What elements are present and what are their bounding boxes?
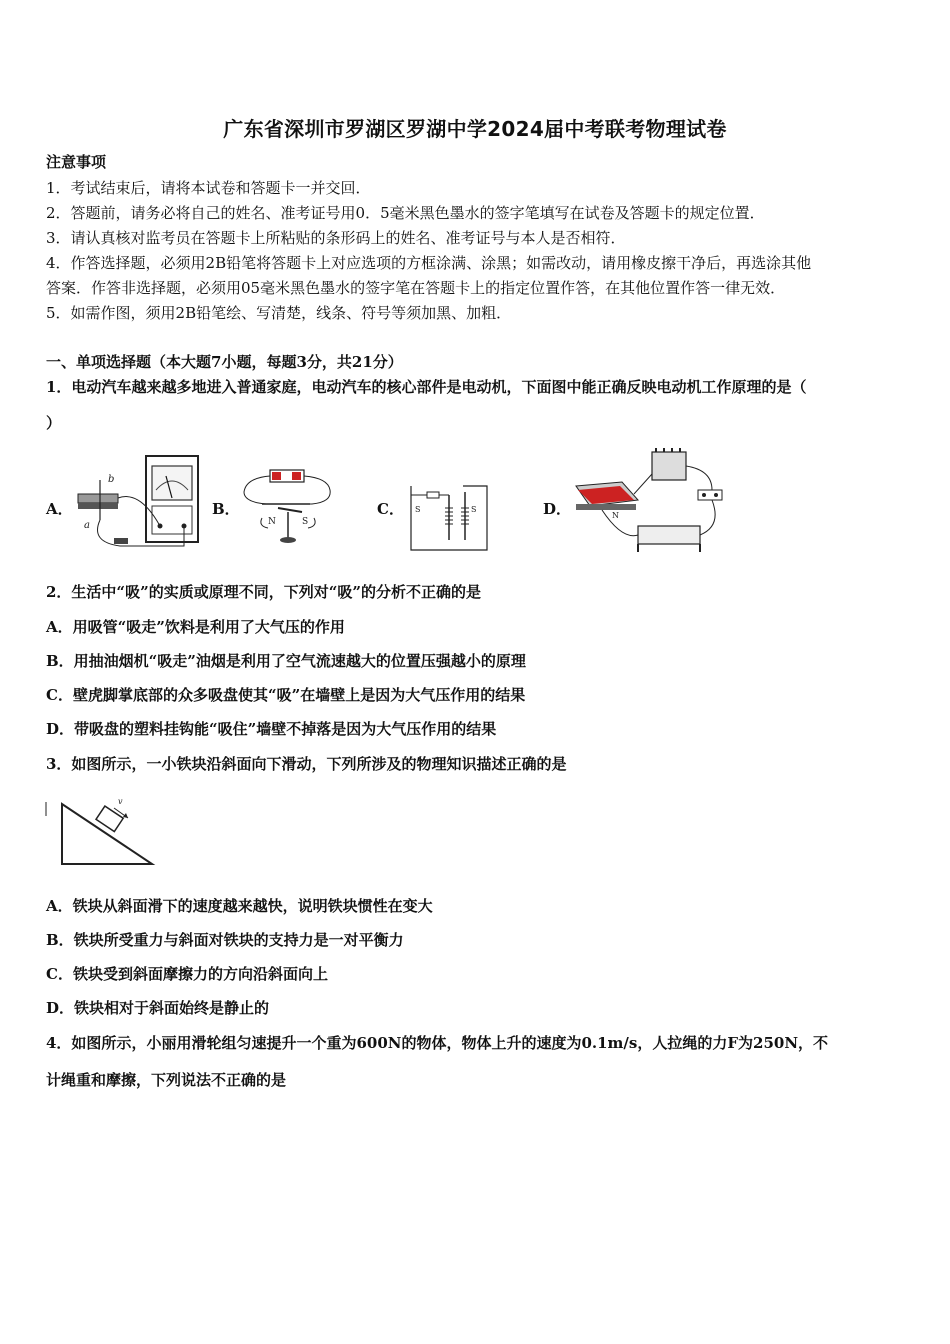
notice-item: 2．答题前，请务必将自己的姓名、准考证号用0．5毫米黑色墨水的签字笔填写在试卷及答题卡的规定位置．: [46, 204, 765, 222]
q3-option-c: C．铁块受到斜面摩擦力的方向沿斜面向上: [46, 965, 328, 983]
q4-stem: 4．如图所示，小丽用滑轮组匀速提升一个重为600N的物体，物体上升的速度为0.1m/s，人拉绳的力F为250N，不: [46, 1034, 829, 1052]
q2-stem: 2．生活中“吸”的实质或原理不同，下列对“吸”的分析不正确的是: [46, 583, 481, 601]
q2-option-b: B．用抽油烟机“吸走”油烟是利用了空气流速越大的位置压强越小的原理: [46, 652, 526, 670]
q1-figure-b-label-n: N: [268, 517, 276, 527]
page-title: 广东省深圳市罗湖区罗湖中学2024届中考联考物理试卷: [223, 117, 727, 141]
q2-option-a: A．用吸管“吸走”饮料是利用了大气压的作用: [46, 618, 345, 636]
q1-option-b-label: B．: [212, 500, 240, 518]
q1-option-a-label: A．: [46, 500, 73, 518]
q4-stem-cont: 计绳重和摩擦，下列说法不正确的是: [46, 1071, 287, 1089]
q3-stem: 3．如图所示，一小铁块沿斜面向下滑动，下列所涉及的物理知识描述正确的是: [46, 755, 567, 773]
q1-figure-d-label-n: N: [612, 511, 619, 520]
q1-figure-c-label-s1: S: [415, 505, 421, 514]
q1-figure-c: [405, 478, 490, 553]
q1-stem-cont: ）: [46, 414, 62, 432]
q1-figure-d: [572, 446, 730, 554]
q3-option-a: A．铁块从斜面滑下的速度越来越快，说明铁块惯性在变大: [46, 897, 433, 915]
q1-figure-b-label-s: S: [302, 517, 309, 527]
q3-figure-incline: [44, 790, 159, 870]
q1-figure-b: [240, 462, 335, 552]
notice-item: 5．如需作图，须用2B铅笔绘、写清楚，线条、符号等须加黑、加粗．: [46, 304, 512, 322]
notice-item: 4．作答选择题，必须用2B铅笔将答题卡上对应选项的方框涂满、涂黑；如需改动，请用橡皮擦干净后，再选涂其他: [46, 254, 812, 272]
notice-item: 1．考试结束后，请将本试卷和答题卡一并交回．: [46, 179, 371, 197]
section-heading: 一、单项选择题（本大题7小题，每题3分，共21分）: [46, 353, 403, 371]
q1-figure-c-label-s2: S: [471, 505, 477, 514]
q1-stem: 1．电动汽车越来越多地进入普通家庭，电动汽车的核心部件是电动机，下面图中能正确反映电动机工作原理的是（: [46, 378, 807, 396]
notice-heading: 注意事项: [46, 153, 107, 171]
q1-figure-a-label-a: a: [84, 520, 90, 531]
q3-figure-label-v: v: [118, 797, 123, 806]
q1-figure-a: [70, 450, 205, 555]
notice-item: 答案．作答非选择题，必须用05毫米黑色墨水的签字笔在答题卡上的指定位置作答，在其他位置作答一律无效．: [46, 279, 786, 297]
q1-option-d-label: D．: [543, 500, 572, 518]
q2-option-d: D．带吸盘的塑料挂钩能“吸住”墙壁不掉落是因为大气压作用的结果: [46, 720, 497, 738]
q1-figure-a-label-b: b: [108, 474, 115, 485]
q2-option-c: C．壁虎脚掌底部的众多吸盘使其“吸”在墙壁上是因为大气压作用的结果: [46, 686, 526, 704]
q1-option-c-label: C．: [377, 500, 404, 518]
q3-option-b: B．铁块所受重力与斜面对铁块的支持力是一对平衡力: [46, 931, 404, 949]
notice-item: 3．请认真核对监考员在答题卡上所粘贴的条形码上的姓名、准考证号与本人是否相符．: [46, 229, 626, 247]
q3-option-d: D．铁块相对于斜面始终是静止的: [46, 999, 270, 1017]
